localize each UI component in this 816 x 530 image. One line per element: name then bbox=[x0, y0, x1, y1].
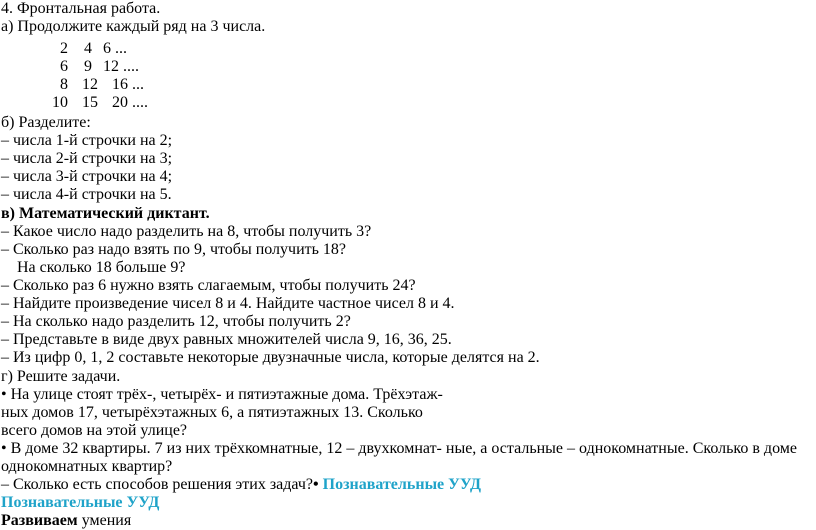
dictation-item-7: – Представьте в виде двух равных множителей числа 9, 16, 36, 25. bbox=[1, 331, 452, 348]
develop-rest: умения bbox=[77, 512, 132, 529]
dictation-item-5: – Найдите произведение чисел 8 и 4. Найдите частное чисел 8 и 4. bbox=[1, 295, 455, 312]
row-3-col-1: 8 bbox=[60, 76, 68, 93]
problem-1-line-3: всего домов на этой улице? bbox=[1, 422, 188, 439]
row-2-col-1: 6 bbox=[60, 58, 68, 75]
solution-question bbox=[1, 476, 481, 494]
question-text: – Сколько есть способов решения этих задач? bbox=[1, 476, 314, 493]
dictation-item-6: – На сколько надо разделить 12, чтобы получить 2? bbox=[1, 313, 351, 330]
part-b-item-4: – числа 4-й строчки на 5. bbox=[1, 186, 172, 203]
dictation-item-8: – Из цифр 0, 1, 2 составьте некоторые двузначные числа, которые делятся на 2. bbox=[1, 349, 540, 366]
dictation-item-4: – Сколько раз 6 нужно взять слагаемым, чтобы получить 24? bbox=[1, 277, 416, 294]
problem-1-line-2: ных домов 17, четырёхэтажных 6, а пятиэтажных 13. Сколько bbox=[1, 404, 423, 421]
problem-1-line-1: • На улице стоят трёх-, четырёх- и пятиэтажные дома. Трёхэтаж- bbox=[1, 386, 443, 403]
part-v-title: в) Математический диктант. bbox=[1, 205, 210, 222]
row-3-col-2: 12 bbox=[82, 76, 98, 93]
row-1-col-2: 4 bbox=[84, 40, 92, 57]
row-2-col-3: 12 .... bbox=[103, 58, 139, 75]
dictation-item-2: – Сколько раз надо взять по 9, чтобы получить 18? bbox=[1, 241, 347, 258]
row-1-col-3: 6 ... bbox=[103, 40, 127, 57]
dictation-item-1: – Какое число надо разделить на 8, чтобы получить 3? bbox=[1, 223, 372, 240]
udd-label: Познавательные УУД bbox=[1, 494, 160, 511]
part-g-title: г) Решите задачи. bbox=[1, 368, 121, 385]
bullet-icon: • bbox=[313, 476, 319, 493]
row-4-col-2: 15 bbox=[82, 94, 98, 111]
part-b-title: б) Разделите: bbox=[1, 114, 91, 131]
row-2-col-2: 9 bbox=[84, 58, 92, 75]
problem-2-line-2: однокомнатных квартир? bbox=[1, 458, 173, 475]
row-3-col-3: 16 ... bbox=[112, 76, 144, 93]
row-4-col-3: 20 .... bbox=[112, 94, 148, 111]
develop-skills bbox=[1, 512, 131, 530]
row-4-col-1: 10 bbox=[52, 94, 68, 111]
part-b-item-3: – числа 3-й строчки на 4; bbox=[1, 168, 173, 185]
task-title: 4. Фронтальная работа. bbox=[1, 0, 161, 17]
develop-bold: Развиваем bbox=[1, 512, 78, 529]
udd-inline-label: Познавательные УУД bbox=[318, 476, 482, 493]
problem-2-line-1: • В доме 32 квартиры. 7 из них трёхкомнатные, 12 – двухкомнат- ные, а остальные – однокомнатные. Сколько в доме bbox=[1, 440, 797, 457]
row-1-col-1: 2 bbox=[60, 40, 68, 57]
dictation-item-3: На сколько 18 больше 9? bbox=[17, 259, 186, 276]
part-a-title: а) Продолжите каждый ряд на 3 числа. bbox=[1, 18, 266, 35]
part-b-item-1: – числа 1-й строчки на 2; bbox=[1, 132, 173, 149]
part-b-item-2: – числа 2-й строчки на 3; bbox=[1, 150, 173, 167]
